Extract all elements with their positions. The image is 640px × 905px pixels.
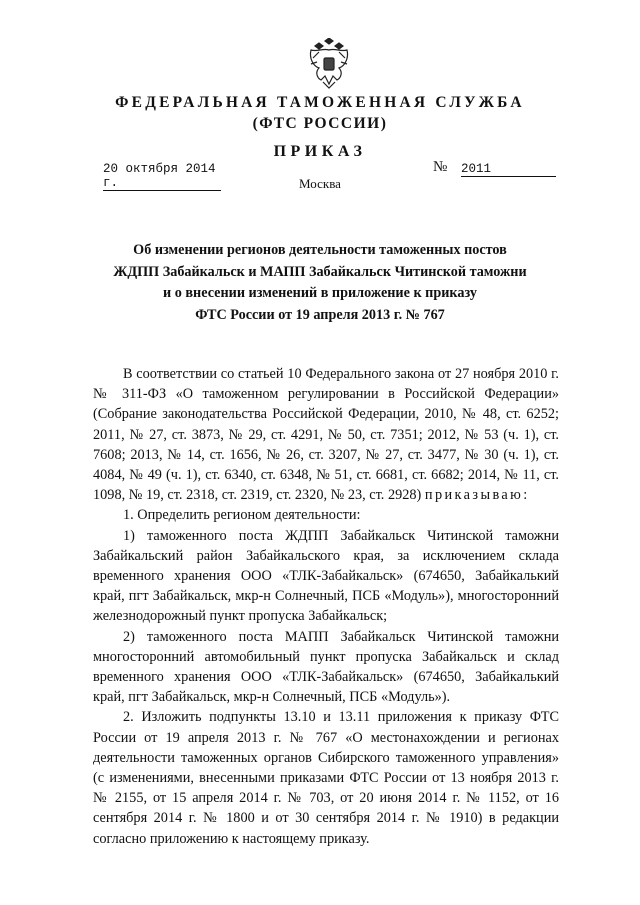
coat-of-arms-icon xyxy=(305,38,353,90)
organization-name: ФЕДЕРАЛЬНАЯ ТАМОЖЕННАЯ СЛУЖБА xyxy=(115,94,525,111)
city: Москва xyxy=(299,176,341,191)
document-type: ПРИКАЗ xyxy=(273,143,367,160)
document-date: 20 октября 2014 г. xyxy=(103,162,221,191)
paragraph-subitem-1: 1) таможенного поста ЖДПП Забайкальск Читинской таможни Забайкальский район Забайкальского края, за исключением склада временного хранения ООО «ТЛК-Забайкальск» (674650, Забайкалький край, пгт Забайкальск, мкр-н Солнечный, ПСБ «Модуль»), многосторонний железнодорожный пункт пропуска Забайкальск; xyxy=(93,527,559,625)
title-line: и о внесении изменений в приложение к приказу xyxy=(163,285,477,301)
document-body xyxy=(93,364,559,849)
title-line: ЖДПП Забайкальск и МАПП Забайкальск Читинской таможни xyxy=(113,263,527,280)
paragraph-item-1: 1. Определить регионом деятельности: xyxy=(123,507,361,524)
document-number: 2011 xyxy=(461,162,556,177)
title-line: Об изменении регионов деятельности таможенных постов xyxy=(133,242,507,258)
organization-short-name: (ФТС РОССИИ) xyxy=(252,115,388,132)
preamble-text: В соответствии со статьей 10 Федерального закона от 27 ноября 2010 г. № 311-ФЗ «О таможенном регулировании в Российской Федерации» (Собрание законодательства Российской Федерации, 2010, № 48, ст. 6252; 2011, № 27, ст. 3873, № 29, ст. 4291, № 50, ст. 7351; 2012, № 53 (ч. 1), ст. 7608; 2013, № 14, ст. 1656, № 26, ст. 3207, № 27, ст. 3477, № 30 (ч. 1), ст. 4084, № 49 (ч. 1), ст. 6340, ст. 6348, № 51, ст. 6681, ст. 6682; 2014, № 11, ст. 1098, № 19, ст. 2318, ст. 2319, ст. 2320, № 23, ст. 2928) xyxy=(93,366,559,504)
paragraph-subitem-2: 2) таможенного поста МАПП Забайкальск Читинской таможни многосторонний автомобильный пункт пропуска Забайкальск и склад временного хранения ООО «ТЛК-Забайкальск» (674650, Забайкалький край, пгт Забайкальск, мкр-н Солнечный, ПСБ «Модуль»). xyxy=(93,628,559,706)
paragraph-item-2: 2. Изложить подпункты 13.10 и 13.11 приложения к приказу ФТС России от 19 апреля 2013 г. № 767 «О местонахождении и регионах деятельности таможенных органов Сибирского таможенного управления» (с изменениями, внесенными приказами ФТС России от 13 ноября 2013 г. № 2155, от 15 апреля 2014 г. № 703, от 20 июня 2014 г. № 1152, от 16 сентября 2014 г. № 1800 и от 30 сентября 2014 г. № 1910) в редакции согласно приложению к настоящему приказу. xyxy=(93,709,559,847)
title-line: ФТС России от 19 апреля 2013 г. № 767 xyxy=(195,306,445,323)
order-word: приказываю: xyxy=(424,487,530,504)
document-title xyxy=(90,240,550,326)
paragraph-preamble xyxy=(93,364,559,505)
number-label: № xyxy=(433,159,448,175)
